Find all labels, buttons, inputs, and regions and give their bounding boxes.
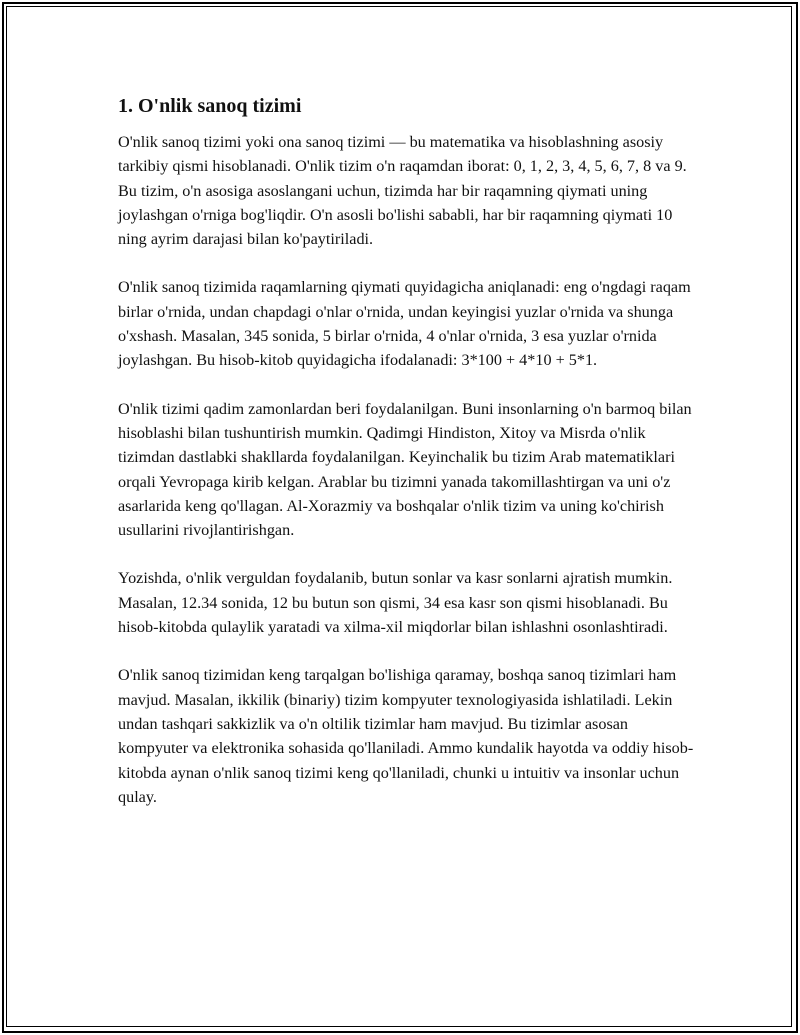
paragraph-1: O'nlik sanoq tizimi yoki ona sanoq tizimi — bu matematika va hisoblashning asosiy tarkibiy qismi hisoblanadi. O'nlik tizim o'n raqamdan iborat: 0, 1, 2, 3, 4, 5, 6, 7, 8 va 9. Bu tizim, o'n asosiga asoslangani uchun, tizimda har bir raqamning qiymati uning joylashgan o'rniga bog'liqdir. O'n asosli bo'lishi sababli, har bir raqamning qiymati 10 ning ayrim darajasi bilan ko'paytiriladi. xyxy=(118,133,687,249)
paragraph-5: O'nlik sanoq tizimidan keng tarqalgan bo'lishiga qaramay, boshqa sanoq tizimlari ham mavjud. Masalan, ikkilik (binariy) tizim kompyuter texnologiyasida ishlatiladi. Lekin undan tashqari sakkizlik va o'n oltilik tizimlar ham mavjud. Bu tizimlar asosan kompyuter va elektronika sohasida qo'llaniladi. Ammo kundalik hayotda va oddiy hisob-kitobda aynan o'nlik sanoq tizimi keng qo'llaniladi, chunki u intuitiv va insonlar uchun qulay. xyxy=(118,666,694,806)
document-body xyxy=(118,92,698,833)
paragraph-2: O'nlik sanoq tizimida raqamlarning qiymati quyidagicha aniqlanadi: eng o'ngdagi raqam birlar o'rnida, undan chapdagi o'nlar o'rnida, undan keyingisi yuzlar o'rnida va shunga o'xshash. Masalan, 345 sonida, 5 birlar o'rnida, 4 o'nlar o'rnida, 3 esa yuzlar o'rnida joylashgan. Bu hisob-kitob quyidagicha ifodalanadi: 3*100 + 4*10 + 5*1. xyxy=(118,278,691,370)
paragraph-3: O'nlik tizimi qadim zamonlardan beri foydalanilgan. Buni insonlarning o'n barmoq bilan hisoblashi bilan tushuntirish mumkin. Qadimgi Hindiston, Xitoy va Misrda o'nlik tizimdan dastlabki shakllarda foydalanilgan. Keyinchalik bu tizim Arab matematiklari orqali Yevropaga kirib kelgan. Arablar bu tizimni yanada takomillashtirgan va uni o'z asarlarida keng qo'llagan. Al-Xorazmiy va boshqalar o'nlik tizim va uning ko'chirish usullarini rivojlantirishgan. xyxy=(118,399,692,540)
paragraph-4: Yozishda, o'nlik verguldan foydalanib, butun sonlar va kasr sonlarni ajratish mumkin. Masalan, 12.34 sonida, 12 bu butun son qismi, 34 esa kasr son qismi hisoblanadi. Bu hisob-kitobda qulaylik yaratadi va xilma-xil miqdorlar bilan ishlashni osonlashtiradi. xyxy=(118,569,673,637)
section-heading: 1. O'nlik sanoq tizimi xyxy=(118,95,302,117)
